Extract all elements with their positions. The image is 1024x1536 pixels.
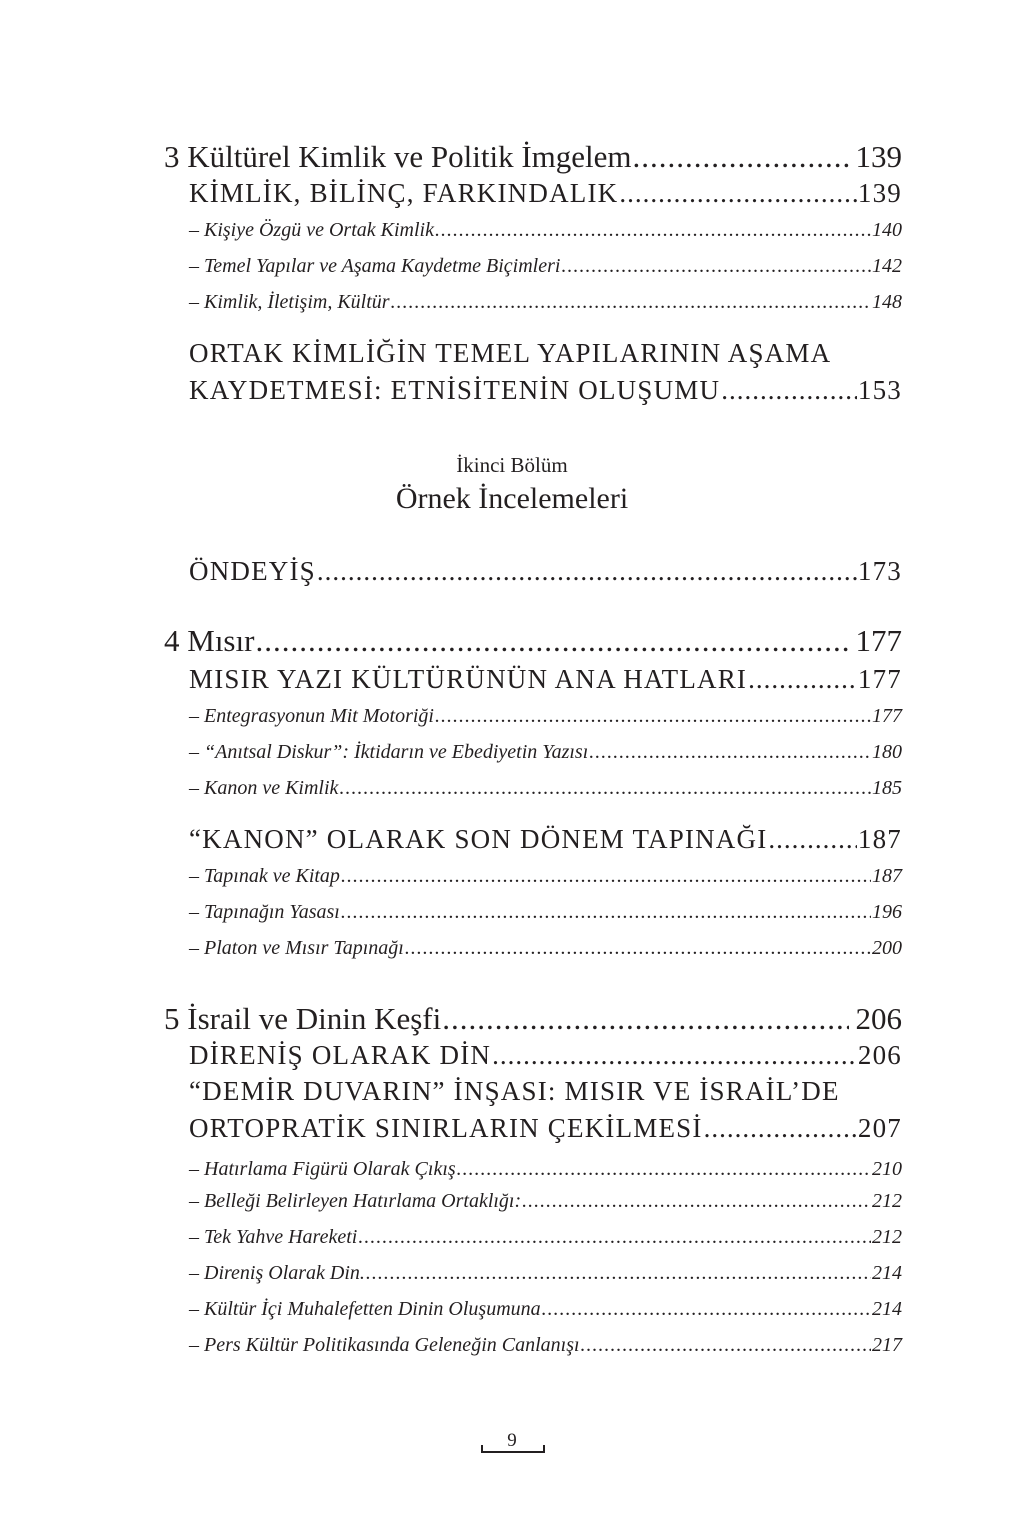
dot-leader: [358, 1223, 871, 1251]
toc-subsection: [189, 774, 902, 802]
toc-section-title: KİMLİK, BİLİNÇ, FARKINDALIK: [189, 178, 619, 208]
dot-leader: [542, 1295, 871, 1323]
toc-section: [189, 822, 902, 856]
toc-chapter-title: 3 Kültürel Kimlik ve Politik İmgelem: [164, 139, 632, 174]
toc-page-number: 177: [857, 664, 902, 694]
dot-leader: [457, 1155, 871, 1183]
toc-page-number: 139: [857, 178, 902, 208]
dot-leader: [581, 1331, 871, 1359]
dot-leader: [589, 738, 871, 766]
toc-subsection: [189, 252, 902, 280]
dot-leader: [339, 774, 871, 802]
dot-leader: [341, 898, 871, 926]
toc-page-number: 173: [857, 556, 902, 586]
toc-subsection-title: – Entegrasyonun Mit Motoriği: [189, 705, 434, 727]
dot-leader: [366, 1259, 871, 1287]
toc-section-ondeyis: [189, 554, 902, 588]
toc-section: [189, 1038, 902, 1072]
dot-leader: [619, 176, 857, 210]
dot-leader: [633, 138, 849, 176]
toc-subsection-title: – Kanon ve Kimlik: [189, 777, 339, 799]
toc-subsection: [189, 738, 902, 766]
toc-subsection-title: – Temel Yapılar ve Aşama Kaydetme Biçimleri: [189, 255, 561, 277]
toc-section-title: MISIR YAZI KÜLTÜRÜNÜN ANA HATLARI: [189, 664, 748, 694]
toc-section-title-line2: KAYDETMESİ: ETNİSİTENİN OLUŞUMU: [189, 375, 721, 405]
toc-subsection: [189, 898, 902, 926]
toc-page-number: 140: [872, 219, 902, 241]
toc-subsection: [189, 288, 902, 316]
toc-chapter-title: 5 İsrail ve Dinin Keşfi: [164, 1001, 442, 1036]
dot-leader: [748, 662, 857, 696]
toc-page-number: 217: [872, 1334, 902, 1356]
toc-page-number: 212: [872, 1190, 902, 1212]
dot-leader: [522, 1187, 871, 1215]
toc-page-number: 214: [872, 1262, 902, 1284]
folio-page-number: 9: [507, 1430, 517, 1451]
dot-leader: [435, 216, 871, 244]
toc-page-number: 206: [857, 1040, 902, 1070]
dot-leader: [442, 1000, 848, 1038]
toc-subsection-title: – Tapınağın Yasası: [189, 901, 340, 923]
toc-subsection-title: – Kişiye Özgü ve Ortak Kimlik: [189, 219, 434, 241]
part-label: İkinci Bölüm: [456, 453, 568, 477]
toc-page-number: 210: [872, 1158, 902, 1180]
folio-bar: [481, 1451, 545, 1453]
toc-page-number: 139: [855, 139, 902, 174]
toc-subsection: [189, 862, 902, 890]
toc-section: [189, 373, 902, 407]
toc-subsection-title: – Belleği Belirleyen Hatırlama Ortaklığı:: [189, 1190, 522, 1212]
toc-subsection-title: – Pers Kültür Politikasında Geleneğin Canlanışı: [189, 1334, 580, 1356]
dot-leader: [561, 252, 871, 280]
toc-chapter-title: 4 Mısır: [164, 623, 255, 658]
toc-page-number: 212: [872, 1226, 902, 1248]
dot-leader: [435, 702, 871, 730]
toc-subsection: [189, 1155, 902, 1183]
toc-subsection-title: – Kimlik, İletişim, Kültür: [189, 291, 390, 313]
toc-page-number: 200: [872, 937, 902, 959]
toc-subsection: [189, 1223, 902, 1251]
toc-page-number: 153: [857, 375, 902, 405]
folio-tick-left: [481, 1445, 483, 1453]
toc-subsection-title: – Tek Yahve Hareketi: [189, 1226, 358, 1248]
toc-page-number: 185: [872, 777, 902, 799]
toc-subsection: [189, 934, 902, 962]
dot-leader: [721, 373, 857, 407]
dot-leader: [341, 862, 871, 890]
toc-chapter-3: [164, 138, 902, 176]
toc-page-number: 196: [872, 901, 902, 923]
toc-subsection: [189, 1187, 902, 1215]
folio-tick-right: [543, 1445, 545, 1453]
toc-page-number: 214: [872, 1298, 902, 1320]
dot-leader: [492, 1038, 857, 1072]
toc-page-number: 187: [857, 824, 902, 854]
toc-section-title-line1: ORTAK KİMLİĞİN TEMEL YAPILARININ AŞAMA: [189, 338, 832, 368]
toc-subsection-title: – Direniş Olarak Din.: [189, 1262, 365, 1284]
toc-chapter-4: [164, 622, 902, 660]
toc-subsection-title: – Tapınak ve Kitap: [189, 865, 340, 887]
toc-page-number: 177: [872, 705, 902, 727]
toc-section: [189, 176, 902, 210]
part-title: Örnek İncelemeleri: [395, 482, 629, 515]
toc-subsection: [189, 702, 902, 730]
dot-leader: [391, 288, 871, 316]
toc-page-number: 187: [872, 865, 902, 887]
toc-chapter-5: [164, 1000, 902, 1038]
toc-section-title: ÖNDEYİŞ: [189, 556, 316, 586]
toc-subsection-title: – “Anıtsal Diskur”: İktidarın ve Ebediyetin Yazısı: [189, 741, 589, 763]
toc-page-number: 180: [872, 741, 902, 763]
toc-subsection-title: – Platon ve Mısır Tapınağı: [189, 937, 404, 959]
toc-section: [189, 1111, 902, 1145]
dot-leader: [317, 554, 857, 588]
toc-section: [189, 662, 902, 696]
toc-subsection: [189, 1295, 902, 1323]
dot-leader: [768, 822, 856, 856]
toc-section-title: DİRENİŞ OLARAK DİN: [189, 1040, 492, 1070]
toc-subsection: [189, 1259, 902, 1287]
dot-leader: [255, 622, 848, 660]
toc-page-number: 206: [855, 1001, 902, 1036]
toc-subsection: [189, 1331, 902, 1359]
toc-subsection-title: – Hatırlama Figürü Olarak Çıkış: [189, 1158, 456, 1180]
toc-page-number: 142: [872, 255, 902, 277]
dot-leader: [704, 1111, 857, 1145]
toc-page-number: 177: [855, 623, 902, 658]
toc-subsection: [189, 216, 902, 244]
toc-section-title-line1: “DEMİR DUVARIN” İNŞASI: MISIR VE İSRAİL’DE: [189, 1076, 840, 1106]
toc-subsection-title: – Kültür İçi Muhalefetten Dinin Oluşumuna: [189, 1298, 541, 1320]
toc-section-title-line2: ORTOPRATİK SINIRLARIN ÇEKİLMESİ: [189, 1113, 703, 1143]
toc-page-number: 207: [857, 1113, 902, 1143]
dot-leader: [405, 934, 871, 962]
toc-page-number: 148: [872, 291, 902, 313]
toc-section-title: “KANON” OLARAK SON DÖNEM TAPINAĞI: [189, 824, 768, 854]
